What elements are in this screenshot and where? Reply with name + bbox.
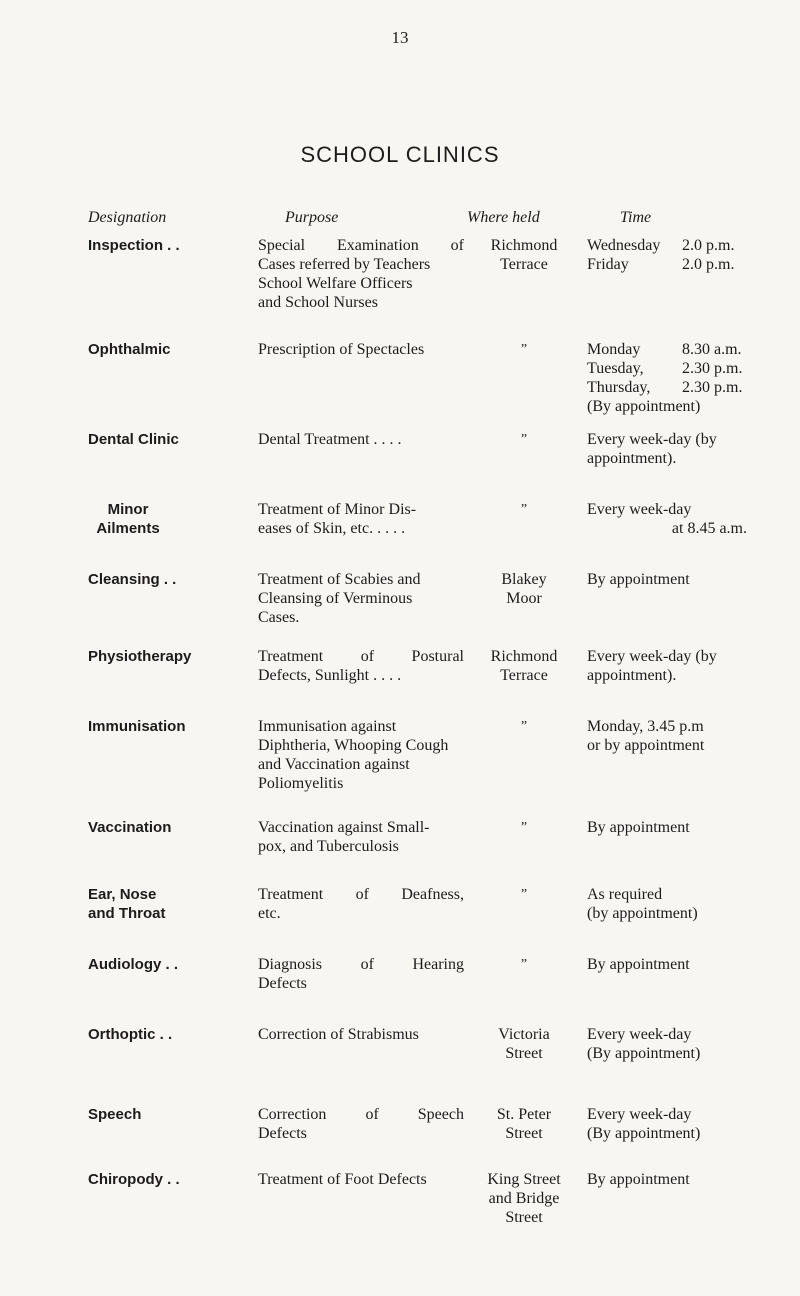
purpose-text: Treatment of Deafness, <box>258 886 464 903</box>
purpose-cell <box>258 236 464 312</box>
designation-cell <box>88 1170 248 1189</box>
designation-cell <box>88 1025 248 1044</box>
designation-cell <box>88 647 248 666</box>
purpose-cell <box>258 1025 464 1044</box>
designation-text: Vaccination <box>88 819 172 836</box>
purpose-text: Diagnosis of Hearing <box>258 956 464 973</box>
ditto-mark: ” <box>520 502 528 517</box>
purpose-text: Immunisation against <box>258 718 397 735</box>
designation-cell <box>88 340 248 359</box>
designation-text: and Throat <box>88 905 166 922</box>
where-held-text: Terrace <box>500 256 548 273</box>
where-held-text: Richmond <box>490 237 558 254</box>
designation-text: Minor <box>107 501 149 518</box>
purpose-text: Vaccination against Small- <box>258 819 430 836</box>
time-cell <box>587 818 747 837</box>
designation-text: Speech <box>88 1106 142 1123</box>
time-text: By appointment <box>587 819 690 836</box>
where-held-cell <box>468 1105 580 1143</box>
designation-cell <box>88 818 248 837</box>
designation-text: Dental Clinic <box>88 431 179 448</box>
purpose-cell <box>258 500 464 538</box>
purpose-text: and Vaccination against <box>258 756 410 773</box>
time-text: Tuesday, 2.30 p.m. <box>587 360 743 377</box>
designation-text: Orthoptic . . <box>88 1026 173 1043</box>
time-text: appointment). <box>587 450 677 467</box>
purpose-text: Cases referred by Teachers <box>258 256 431 273</box>
time-cell <box>587 236 747 274</box>
designation-text: Chiropody . . <box>88 1171 180 1188</box>
time-cell <box>587 500 747 538</box>
time-text: Every week-day (by <box>587 431 717 448</box>
purpose-text: Defects <box>258 1125 307 1142</box>
time-text: As required <box>587 886 663 903</box>
time-cell <box>587 955 747 974</box>
time-cell <box>587 1170 747 1189</box>
purpose-text: Defects <box>258 975 307 992</box>
time-text: (By appointment) <box>587 1125 701 1142</box>
header-purpose: Purpose <box>285 209 339 226</box>
time-text: Wednesday 2.0 p.m. <box>587 237 735 254</box>
page-title: SCHOOL CLINICS <box>300 142 500 167</box>
where-held-text: Street <box>505 1209 543 1226</box>
time-text: Every week-day (by <box>587 648 717 665</box>
where-held-cell <box>468 955 580 974</box>
where-held-cell <box>468 500 580 519</box>
where-held-cell <box>468 340 580 359</box>
time-cell <box>587 717 747 755</box>
time-text: (By appointment) <box>587 1045 701 1062</box>
where-held-cell <box>468 885 580 904</box>
purpose-text: Correction of Speech <box>258 1106 464 1123</box>
ditto-mark: ” <box>520 719 528 734</box>
purpose-text: Dental Treatment . . . . <box>258 431 402 448</box>
purpose-text: Defects, Sunlight . . . . <box>258 667 402 684</box>
designation-cell <box>88 570 248 589</box>
designation-text: Ear, Nose <box>88 886 157 903</box>
time-text: By appointment <box>587 1171 690 1188</box>
ditto-mark: ” <box>520 432 528 447</box>
purpose-text: Special Examination of <box>258 237 464 254</box>
purpose-text: Treatment of Scabies and <box>258 571 421 588</box>
designation-text: Audiology . . <box>88 956 178 973</box>
designation-cell <box>88 885 248 923</box>
ditto-mark: ” <box>520 820 528 835</box>
time-text: Monday, 3.45 p.m <box>587 718 704 735</box>
purpose-cell <box>258 717 464 793</box>
time-cell <box>587 340 747 416</box>
purpose-cell <box>258 647 464 685</box>
designation-text: Cleansing . . <box>88 571 177 588</box>
designation-text: Ailments <box>96 520 160 537</box>
where-held-cell <box>468 430 580 449</box>
purpose-text: Treatment of Foot Defects <box>258 1171 427 1188</box>
ditto-mark: ” <box>520 342 528 357</box>
header-time: Time <box>620 209 652 226</box>
purpose-text: Correction of Strabismus <box>258 1026 419 1043</box>
purpose-cell <box>258 570 464 627</box>
header-where-held: Where held <box>467 209 540 226</box>
purpose-cell <box>258 955 464 993</box>
purpose-cell <box>258 340 464 359</box>
ditto-mark: ” <box>520 957 528 972</box>
time-text: Every week-day <box>587 1026 692 1043</box>
purpose-text: Treatment of Minor Dis- <box>258 501 417 518</box>
time-cell <box>587 1025 747 1063</box>
purpose-text: Poliomyelitis <box>258 775 344 792</box>
purpose-text: Diphtheria, Whooping Cough <box>258 737 449 754</box>
header-designation: Designation <box>88 209 167 226</box>
time-text: Thursday, 2.30 p.m. <box>587 379 743 396</box>
designation-text: Immunisation <box>88 718 186 735</box>
time-text: Every week-day <box>587 501 692 518</box>
purpose-text: School Welfare Officers <box>258 275 413 292</box>
time-text: Friday 2.0 p.m. <box>587 256 735 273</box>
designation-text: Physiotherapy <box>88 648 192 665</box>
where-held-text: Moor <box>506 590 542 607</box>
designation-cell <box>88 1105 248 1124</box>
where-held-cell <box>468 236 580 274</box>
time-cell <box>587 647 747 685</box>
designation-cell <box>88 717 248 736</box>
purpose-text: eases of Skin, etc. . . . . <box>258 520 406 537</box>
designation-cell <box>88 955 248 974</box>
time-cell <box>587 1105 747 1143</box>
purpose-text: Cleansing of Verminous <box>258 590 413 607</box>
designation-cell <box>88 500 248 538</box>
time-cell <box>587 570 747 589</box>
time-text: at 8.45 a.m. <box>671 520 747 537</box>
where-held-text: Blakey <box>501 571 547 588</box>
purpose-text: and School Nurses <box>258 294 378 311</box>
where-held-text: Richmond <box>490 648 558 665</box>
time-text: (by appointment) <box>587 905 698 922</box>
purpose-cell <box>258 885 464 923</box>
designation-text: Inspection . . <box>88 237 180 254</box>
time-text: By appointment <box>587 956 690 973</box>
where-held-cell <box>468 1170 580 1227</box>
where-held-cell <box>468 818 580 837</box>
purpose-cell <box>258 1170 464 1189</box>
purpose-cell <box>258 430 464 449</box>
designation-cell <box>88 430 248 449</box>
where-held-text: St. Peter <box>496 1106 552 1123</box>
purpose-text: etc. <box>258 905 281 922</box>
where-held-text: Terrace <box>500 667 548 684</box>
time-cell <box>587 430 747 468</box>
purpose-text: Prescription of Spectacles <box>258 341 425 358</box>
time-text: Every week-day <box>587 1106 692 1123</box>
ditto-mark: ” <box>520 887 528 902</box>
designation-text: Ophthalmic <box>88 341 171 358</box>
purpose-text: Cases. <box>258 609 300 626</box>
purpose-cell <box>258 1105 464 1143</box>
where-held-text: and Bridge <box>488 1190 560 1207</box>
where-held-cell <box>468 647 580 685</box>
time-text: or by appointment <box>587 737 705 754</box>
where-held-text: Victoria <box>498 1026 550 1043</box>
purpose-cell <box>258 818 464 856</box>
where-held-cell <box>468 1025 580 1063</box>
where-held-cell <box>468 570 580 608</box>
time-text: (By appointment) <box>587 398 701 415</box>
where-held-text: Street <box>505 1045 543 1062</box>
purpose-text: pox, and Tuberculosis <box>258 838 399 855</box>
time-text: appointment). <box>587 667 677 684</box>
designation-cell <box>88 236 248 255</box>
purpose-text: Treatment of Postural <box>258 648 464 665</box>
page-number: 13 <box>391 28 409 47</box>
where-held-text: King Street <box>487 1171 561 1188</box>
where-held-text: Street <box>505 1125 543 1142</box>
where-held-cell <box>468 717 580 736</box>
time-cell <box>587 885 747 923</box>
time-text: Monday 8.30 a.m. <box>587 341 742 358</box>
time-text: By appointment <box>587 571 690 588</box>
